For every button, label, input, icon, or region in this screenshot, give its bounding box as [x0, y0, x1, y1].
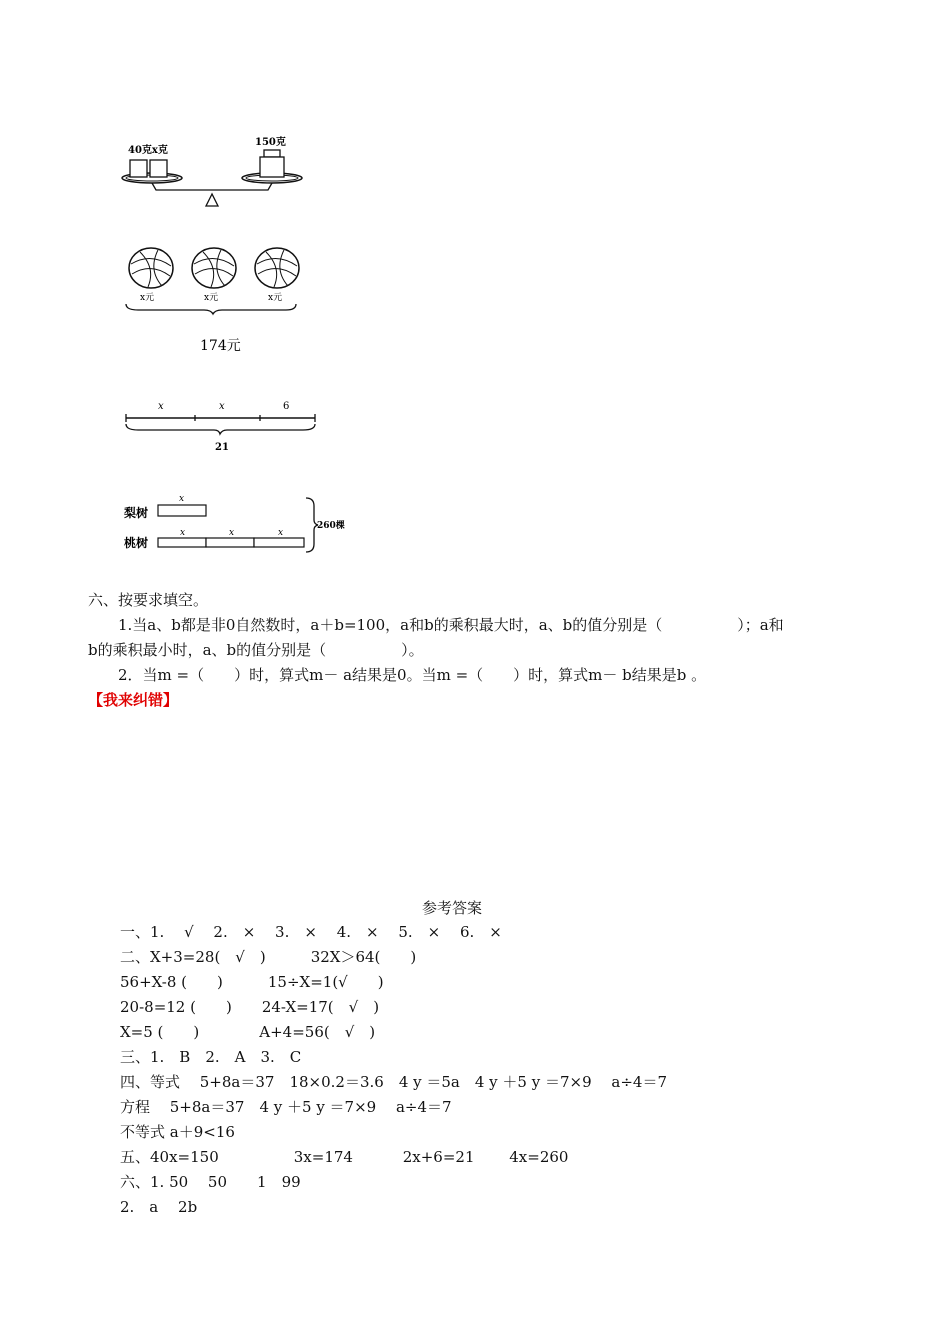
peach-unit-label-3: x — [278, 528, 284, 538]
balance-right-label: 150克 — [255, 137, 286, 148]
answer-line: X=5 ( ) A+4=56( √ ) — [120, 1023, 376, 1041]
ball-price-label: x元 — [204, 293, 219, 303]
ball-price-label: x元 — [140, 293, 155, 303]
ball-icon — [255, 248, 299, 288]
answer-line: 不等式 a＋9<16 — [120, 1123, 235, 1141]
answer-line: 56+X-8 ( ) 15÷X=1(√ ) — [120, 973, 384, 991]
balance-left-label: 40克x克 — [128, 145, 168, 156]
segment-label-2: x — [219, 401, 225, 412]
peach-unit-label-2: x — [229, 528, 235, 538]
answer-line: 一、1. √ 2. × 3. × 4. × 5. × 6. × — [120, 923, 502, 941]
trees-figure — [118, 490, 358, 560]
pear-tree-label: 梨树 — [124, 506, 149, 520]
pear-unit-label: x — [179, 494, 185, 504]
answer-line: 方程 5+8a＝37 4 y ＋5 y ＝7×9 a÷4＝7 — [120, 1098, 452, 1116]
section6-q1-line2: b的乘积最小时，a、b的值分别是（ ）。 — [88, 641, 424, 659]
section6-q1-line1: 1.当a、b都是非0自然数时，a＋b=100，a和b的乘积最大时，a、b的值分别是（ ）；a和 — [118, 616, 784, 634]
balls-total: 174元 — [200, 338, 241, 354]
section6-heading: 六、按要求填空。 — [88, 591, 209, 609]
trees-total: 260棵 — [317, 521, 345, 531]
peach-tree-label: 桃树 — [124, 536, 149, 550]
answers-title: 参考答案 — [422, 899, 483, 917]
answer-line: 2. a 2b — [120, 1198, 198, 1216]
correction-heading: 【我来纠错】 — [88, 691, 179, 709]
answer-line: 五、40x=150 3x=174 2x+6=21 4x=260 — [120, 1148, 569, 1166]
balls-figure — [118, 242, 308, 357]
answer-line: 六、1. 50 50 1 99 — [120, 1173, 301, 1191]
segment-label-1: x — [158, 401, 164, 412]
peach-unit-label-1: x — [180, 528, 186, 538]
ball-icon — [192, 248, 236, 288]
ball-price-label: x元 — [268, 293, 283, 303]
answer-line: 20-8=12 ( ) 24-X=17( √ ) — [120, 998, 380, 1016]
answer-line: 三、1. B 2. A 3. C — [120, 1048, 302, 1066]
answer-line: 四、等式 5+8a＝37 18×0.2＝3.6 4 y ＝5a 4 y ＋5 y ＝7×9 a÷4＝7 — [120, 1073, 667, 1091]
balance-figure — [112, 130, 312, 210]
answer-line: 二、X+3=28( √ ) 32X＞64( ) — [120, 948, 417, 966]
segment-total: 21 — [215, 442, 229, 453]
segment-figure — [118, 396, 323, 458]
segment-label-3: 6 — [283, 401, 290, 412]
ball-icon — [129, 248, 173, 288]
section6-q2: 2．当m =（ ）时，算式m－ a结果是0。当m =（ ）时，算式m－ b结果是b 。 — [118, 666, 707, 684]
